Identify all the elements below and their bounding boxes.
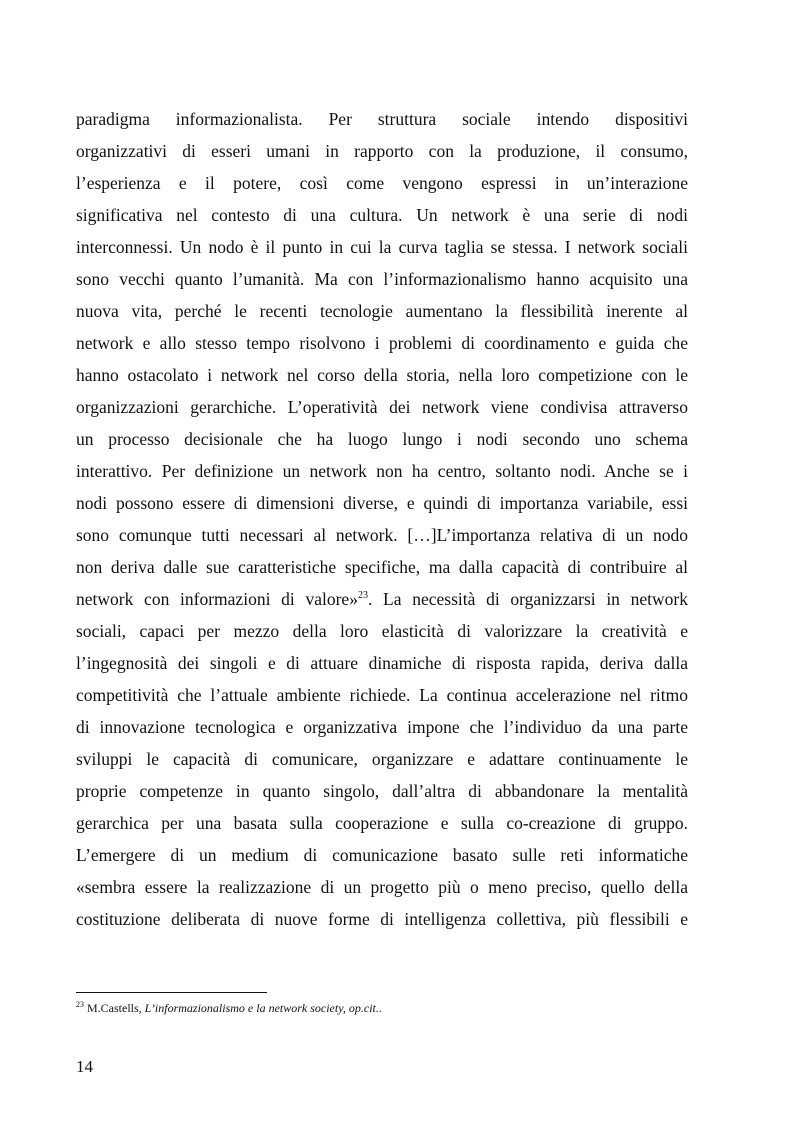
text-line: sociali, capaci per mezzo della loro elasticità di valorizzare la creatività e: [76, 621, 688, 641]
text-line: organizzativi di esseri umani in rapporto con la produzione, il consumo,: [76, 141, 688, 161]
text-line: non deriva dalle sue caratteristiche specifiche, ma dalla capacità di contribuire al: [76, 557, 688, 577]
text-line: «sembra essere la realizzazione di un progetto più o meno preciso, quello della: [76, 877, 688, 897]
text-line: hanno ostacolato i network nel corso della storia, nella loro competizione con le: [76, 365, 688, 385]
page-number: 14: [76, 1057, 93, 1076]
text-line-with-footnote-ref: [76, 583, 688, 615]
text-line: nuova vita, perché le recenti tecnologie aumentano la flessibilità inerente al: [76, 301, 688, 321]
footnote-title: L’informazionalismo e la network society, op.cit.: [144, 1001, 379, 1015]
text-line: l’esperienza e il potere, così come vengono espressi in un’interazione: [76, 173, 688, 193]
text-line: organizzazioni gerarchiche. L’operatività dei network viene condivisa attraverso: [76, 397, 688, 417]
text-line: l’ingegnosità dei singoli e di attuare dinamiche di risposta rapida, deriva dalla: [76, 653, 688, 673]
text-line: nodi possono essere di dimensioni diverse, e quindi di importanza variabile, essi: [76, 493, 688, 513]
text-line: proprie competenze in quanto singolo, dall’altra di abbandonare la mentalità: [76, 781, 688, 801]
footnote-author: M.Castells,: [84, 1001, 145, 1015]
text-line: interconnessi. Un nodo è il punto in cui la curva taglia se stessa. I network sociali: [76, 237, 688, 257]
text-line: interattivo. Per definizione un network non ha centro, soltanto nodi. Anche se i: [76, 461, 688, 481]
text-line: sono vecchi quanto l’umanità. Ma con l’informazionalismo hanno acquisito una: [76, 269, 688, 289]
body-text: [76, 103, 688, 935]
footnote-divider: [76, 992, 267, 993]
text-segment: . La necessità di organizzarsi in network: [367, 589, 688, 609]
text-line: gerarchica per una basata sulla cooperazione e sulla co-creazione di gruppo.: [76, 813, 688, 833]
text-line: sono comunque tutti necessari al network. […]L’importanza relativa di un nodo: [76, 525, 688, 545]
text-line: L’emergere di un medium di comunicazione basato sulle reti informatiche: [76, 845, 688, 865]
text-line: competitività che l’attuale ambiente richiede. La continua accelerazione nel ritmo: [76, 685, 688, 705]
text-line: un processo decisionale che ha luogo lungo i nodi secondo uno schema: [76, 429, 688, 449]
text-line: paradigma informazionalista. Per struttura sociale intendo dispositivi: [76, 109, 688, 129]
footnote-trailing: .: [378, 1001, 382, 1015]
text-line: network e allo stesso tempo risolvono i problemi di coordinamento e guida che: [76, 333, 688, 353]
footnote-reference[interactable]: 23: [357, 590, 368, 601]
text-line: di innovazione tecnologica e organizzativa impone che l’individuo da una parte: [76, 717, 688, 737]
text-segment: network con informazioni di valore»: [76, 589, 358, 609]
text-line: costituzione deliberata di nuove forme di intelligenza collettiva, più flessibili e: [76, 909, 688, 929]
footnote-number: 23: [76, 1000, 84, 1009]
text-line: sviluppi le capacità di comunicare, organizzare e adattare continuamente le: [76, 749, 688, 769]
text-line: significativa nel contesto di una cultura. Un network è una serie di nodi: [76, 205, 688, 225]
footnote: [76, 1000, 382, 1016]
